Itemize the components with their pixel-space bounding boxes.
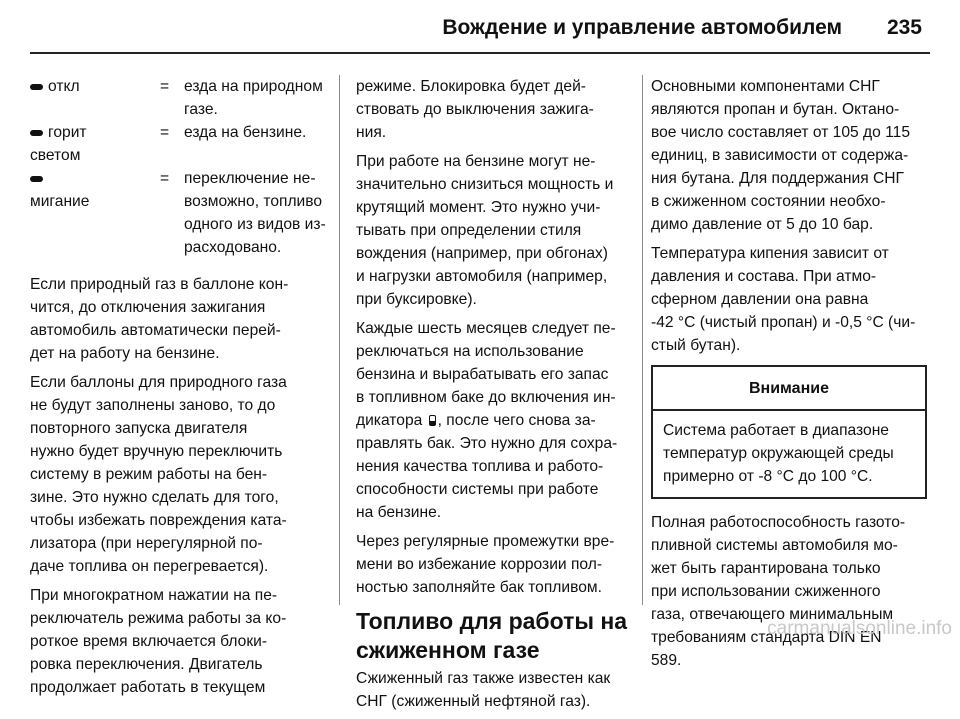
legend-key-label: горит светом — [30, 124, 87, 164]
legend-equals: = — [160, 78, 170, 95]
legend-row-on — [30, 121, 327, 167]
notice-title: Внимание — [653, 367, 925, 411]
paragraph: режиме. Блокировка будет дей- ствовать до выключения зажига- ния. — [356, 78, 594, 141]
paragraph: При многократном нажатии на пе- реключатель режима работы за ко- роткое время включается блоки- ровка переключения. Двигатель продолжает работать в текущем — [30, 587, 287, 696]
section-heading: Топливо для работы на сжиженном газе — [356, 608, 628, 663]
indicator-icon — [30, 84, 43, 90]
column-divider-1 — [339, 75, 340, 605]
paragraph: Каждые шесть месяцев следует пе- реключаться на использование бензина и вырабатывать его запас в топливном баке до включения ин- дикатора , после чего снова за- правлять бак. Это нужно для сохра- нения качества топлива и работо- способности системы при работе на бензине. — [356, 320, 618, 521]
watermark: carmanualsonline.info — [767, 618, 952, 639]
paragraph: Если природный газ в баллоне кон- чится, до отключения зажигания автомобиль автоматически перей- дет на работу на бензине. — [30, 276, 289, 362]
legend-key-label: мигание — [30, 193, 90, 210]
column-divider-2 — [642, 75, 643, 605]
legend-value: переключение не- возможно, топливо одного из видов из- расходовано. — [184, 170, 326, 256]
fuel-indicator-icon — [429, 415, 436, 426]
column-1 — [30, 75, 327, 705]
legend-value: езда на бензине. — [184, 124, 307, 141]
paragraph: Температура кипения зависит от давления и состава. При атмо- сферном давлении она равна -42 °C (чистый пропан) и -0,5 °C (чи- стый бутан). — [651, 245, 916, 354]
paragraph: Если баллоны для природного газа не будут заполнены заново, то до повторного запуска двигателя нужно будет вручную переключить систему в режим работы на бен- зине. Это нужно сделать для того, чтобы избежать повреждения ката- лизатора (при нерегулярной по- даче топлива он перегревается). — [30, 374, 287, 575]
legend-equals: = — [160, 124, 170, 141]
page-title: Вождение и управление автомобилем — [442, 16, 842, 39]
column-2 — [356, 75, 628, 719]
header-rule — [30, 52, 930, 54]
legend-row-off — [30, 75, 327, 121]
paragraph: Основными компонентами СНГ являются пропан и бутан. Октано- вое число составляет от 105 до 115 единиц, в зависимости от содержа- ния бутана. Для поддержания СНГ в сжиженном состоянии необхо- димо давление от 5 до 10 бар. — [651, 78, 910, 233]
legend-equals: = — [160, 170, 170, 187]
column-3 — [651, 75, 927, 678]
paragraph: При работе на бензине могут не- значительно снизиться мощность и крутящий момент. Это нужно учи- тывать при определении стиля вождения (например, при обгонах) и нагрузки автомобиля (например, при буксировке). — [356, 153, 614, 308]
paragraph: Через регулярные промежутки вре- мени во избежание коррозии пол- ностью заполняйте бак топливом. — [356, 533, 615, 596]
paragraph: Полная работоспособность газото- пливной системы автомобиля мо- жет быть гарантирована только при использовании сжиженного газа, отвечающего минимальным требованиям стандарта DIN EN 589. — [651, 514, 906, 669]
notice-box — [651, 365, 927, 499]
indicator-legend — [30, 75, 327, 259]
indicator-icon — [30, 130, 43, 136]
page-number: 235 — [886, 16, 922, 39]
indicator-icon — [30, 176, 43, 182]
paragraph: Сжиженный газ также известен как СНГ (сжиженный нефтяной газ). — [356, 670, 611, 710]
legend-value: езда на природном газе. — [184, 78, 323, 118]
legend-key-label: откл — [48, 78, 80, 95]
legend-row-blinking — [30, 167, 327, 259]
notice-text: Система работает в диапазоне температур окружающей среды примерно от -8 °C до 100 °C. — [663, 422, 894, 485]
